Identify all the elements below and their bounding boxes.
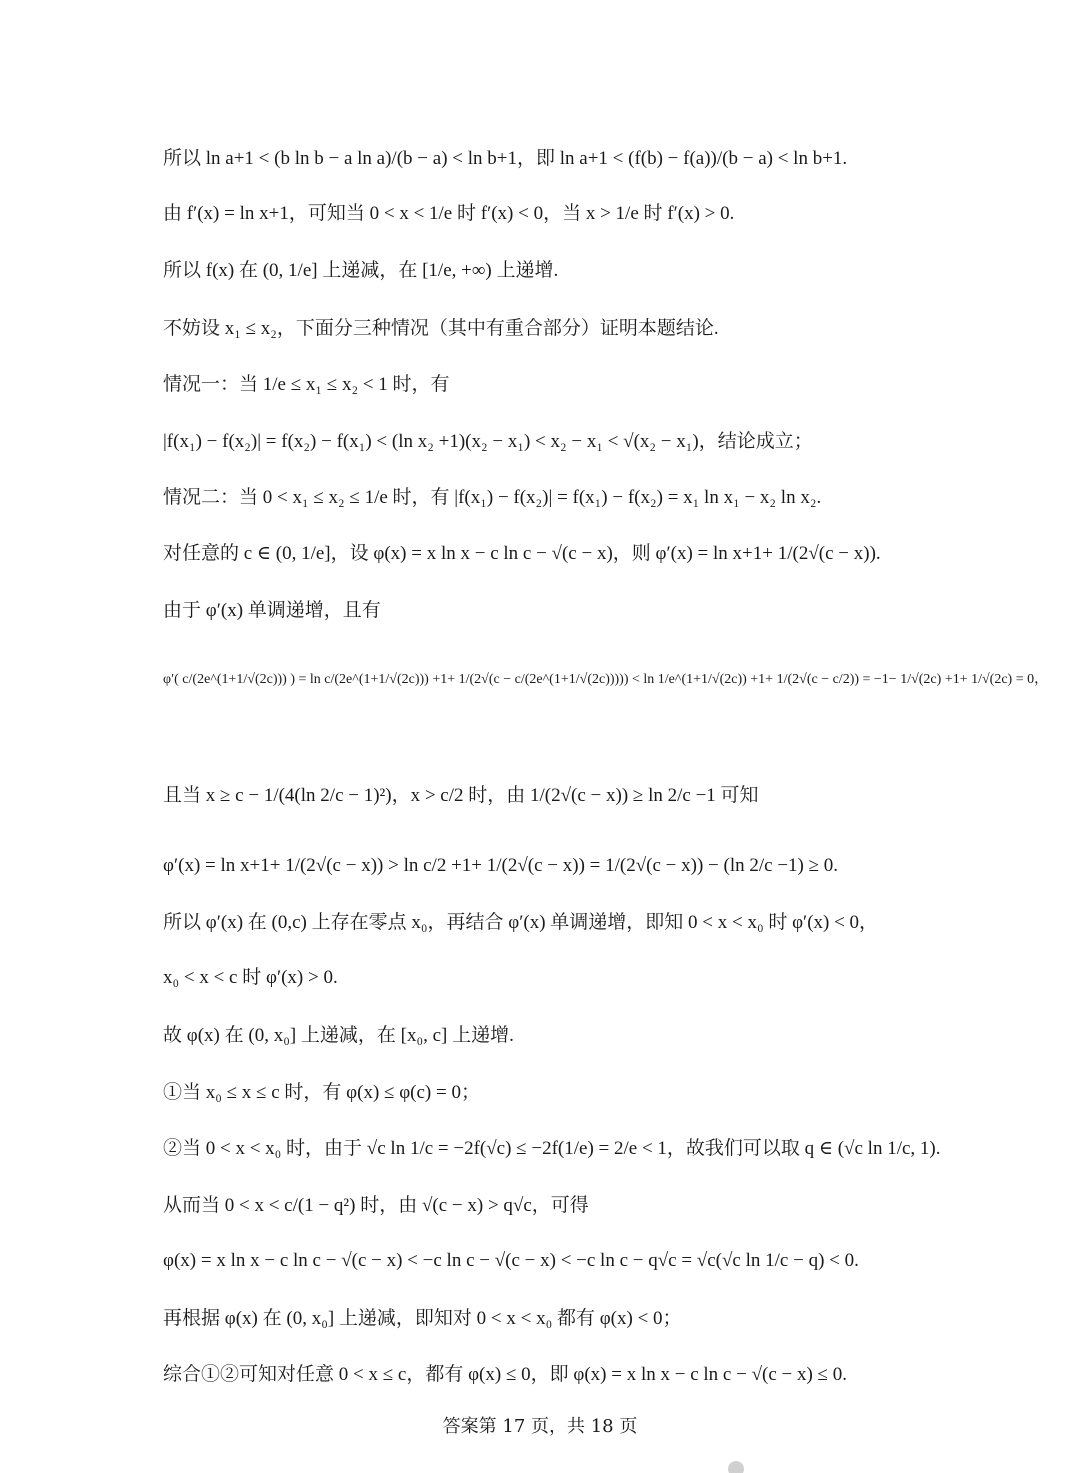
watermark — [728, 1458, 1058, 1473]
line-17: ②当 0 < x < x₀ 时，由于 √c ln 1/c = −2f(√c) ≤ −2f(1/e) = 2/e < 1，故我们可以取 q ∈ (√c ln 1/c, 1). — [163, 1138, 941, 1159]
line-3: 所以 f(x) 在 (0, 1/e] 上递减，在 [1/e, +∞) 上递增. — [163, 260, 559, 281]
line-20: 再根据 φ(x) 在 (0, x₀] 上递减，即知对 0 < x < x₀ 都有 φ(x) < 0； — [163, 1308, 682, 1329]
line-10: φ′( c/(2e^(1+1/√(2c))) ) = ln c/(2e^(1+1/√(2c))) +1+ 1/(2√(c − c/(2e^(1+1/√(2c))))) < ln 1/e^(1+1/√(2c)) +1+ 1/(2√(c − c/2)) = −1− 1/√(2c) +1+ 1/√(2c) = 0， — [163, 672, 1049, 687]
line-21: 综合①②可知对任意 0 < x ≤ c，都有 φ(x) ≤ 0，即 φ(x) = x ln x − c ln c − √(c − x) ≤ 0. — [163, 1364, 847, 1385]
line-8: 对任意的 c ∈ (0, 1/e]，设 φ(x) = x ln x − c ln c − √(c − x)，则 φ′(x) = ln x+1+ 1/(2√(c − x)). — [163, 543, 881, 564]
line-18: 从而当 0 < x < c/(1 − q²) 时，由 √(c − x) > q√c，可得 — [163, 1195, 589, 1216]
line-2: 由 f′(x) = ln x+1，可知当 0 < x < 1/e 时 f′(x) < 0，当 x > 1/e 时 f′(x) > 0. — [163, 203, 735, 224]
watermark-logo-icon — [728, 1461, 744, 1473]
page-footer: 答案第 17 页，共 18 页 — [442, 1416, 638, 1437]
line-14: x₀ < x < c 时 φ′(x) > 0. — [163, 967, 338, 988]
line-6: |f(x₁) − f(x₂)| = f(x₂) − f(x₁) < (ln x₂ +1)(x₂ − x₁) < x₂ − x₁ < √(x₂ − x₁)，结论成立； — [163, 431, 813, 452]
line-19: φ(x) = x ln x − c ln c − √(c − x) < −c ln c − √(c − x) < −c ln c − q√c = √c(√c ln 1/c − q) < 0. — [163, 1250, 859, 1271]
line-1: 所以 ln a+1 < (b ln b − a ln a)/(b − a) < ln b+1，即 ln a+1 < (f(b) − f(a))/(b − a) < ln b+1. — [163, 148, 848, 169]
line-9: 由于 φ′(x) 单调递增，且有 — [163, 600, 381, 621]
line-7: 情况二：当 0 < x₁ ≤ x₂ ≤ 1/e 时，有 |f(x₁) − f(x₂)| = f(x₁) − f(x₂) = x₁ ln x₁ − x₂ ln x₂. — [163, 487, 822, 508]
line-16: ①当 x₀ ≤ x ≤ c 时，有 φ(x) ≤ φ(c) = 0； — [163, 1082, 480, 1103]
line-5: 情况一：当 1/e ≤ x₁ ≤ x₂ < 1 时，有 — [163, 374, 450, 395]
line-12: φ′(x) = ln x+1+ 1/(2√(c − x)) > ln c/2 +1+ 1/(2√(c − x)) = 1/(2√(c − x)) − (ln 2/c −1) ≥ 0. — [163, 855, 839, 876]
line-11: 且当 x ≥ c − 1/(4(ln 2/c − 1)²)，x > c/2 时，由 1/(2√(c − x)) ≥ ln 2/c −1 可知 — [163, 785, 759, 806]
line-13: 所以 φ′(x) 在 (0,c) 上存在零点 x₀，再结合 φ′(x) 单调递增，即知 0 < x < x₀ 时 φ′(x) < 0， — [163, 912, 879, 933]
line-15: 故 φ(x) 在 (0, x₀] 上递减，在 [x₀, c] 上递增. — [163, 1025, 514, 1046]
line-4: 不妨设 x₁ ≤ x₂，下面分三种情况（其中有重合部分）证明本题结论. — [163, 318, 719, 339]
